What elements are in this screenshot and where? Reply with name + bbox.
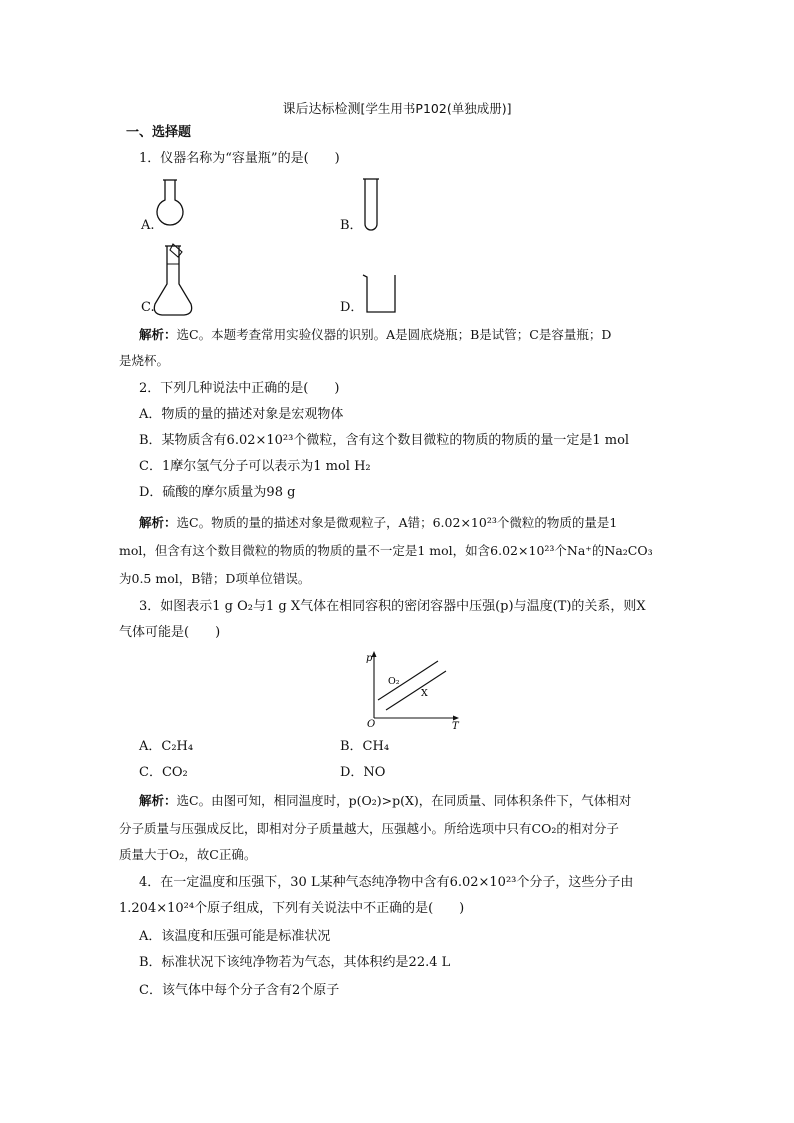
q3-stem-line-1: 3．如图表示1 g O₂与1 g X气体在相同容积的密闭容器中压强(p)与温度(T)的关系，则X: [139, 599, 646, 614]
q4-option-b: B．标准状况下该纯净物若为气态，其体积约是22.4 L: [139, 955, 451, 970]
q4-stem-line-2: 1.204×10²⁴个原子组成，下列有关说法中不正确的是( ): [119, 901, 465, 916]
q2-analysis-line-1: [119, 514, 617, 532]
section-heading: 一、选择题: [126, 125, 192, 140]
q1-analysis-text-1: 选C。本题考查常用实验仪器的识别。A是圆底烧瓶；B是试管；C是容量瓶；D: [176, 327, 612, 342]
q2-analysis-line-2: mol，但含有这个数目微粒的物质的物质的量不一定是1 mol，如含6.02×10²³个Na⁺的Na₂CO₃: [119, 543, 653, 558]
q4-option-a: A．该温度和压强可能是标准状况: [139, 929, 331, 944]
graph-x-axis-label: T: [452, 721, 459, 730]
q3-stem-line-2: 气体可能是( ): [119, 625, 221, 640]
q1-option-a: A.: [141, 218, 155, 233]
graph-curve-x-label: X: [421, 688, 428, 699]
q4-option-c: C．该气体中每个分子含有2个原子: [139, 983, 340, 998]
q2-option-d: D．硫酸的摩尔质量为98 g: [139, 485, 296, 500]
q3-analysis-line-1: [119, 792, 631, 810]
q1-option-c: C.: [141, 300, 155, 315]
q1-analysis-line-2: 是烧杯。: [119, 353, 170, 368]
q2-option-c: C．1摩尔氢气分子可以表示为1 mol H₂: [139, 459, 371, 474]
q1-analysis-line-1: [119, 326, 611, 344]
q2-analysis-line-3: 为0.5 mol，B错；D项单位错误。: [119, 571, 311, 586]
q3-option-c: C．CO₂: [139, 765, 188, 780]
q3-analysis-label: 解析：: [139, 793, 177, 808]
q3-analysis-line-3: 质量大于O₂，故C正确。: [119, 847, 257, 862]
q3-option-a: A．C₂H₄: [139, 739, 194, 754]
pressure-temperature-graph: [360, 648, 466, 730]
q3-analysis-text-1: 选C。由图可知，相同温度时，p(O₂)>p(X)，在同质量、同体积条件下，气体相对: [176, 793, 632, 808]
q3-option-d: D．NO: [340, 765, 386, 780]
round-bottom-flask-icon: [150, 178, 190, 234]
q1-analysis-label: 解析：: [139, 327, 177, 342]
q2-analysis-text-1: 选C。物质的量的描述对象是微观粒子，A错；6.02×10²³个微粒的物质的量是1: [176, 515, 618, 530]
volumetric-flask-icon: [150, 240, 196, 318]
page-title: [0, 98, 794, 117]
title-main: 课后达标检测: [282, 102, 361, 117]
title-note: [学生用书P102(单独成册)]: [360, 101, 512, 116]
graph-curve-o2-label: O₂: [388, 676, 400, 687]
q4-stem-line-1: 4．在一定温度和压强下，30 L某种气态纯净物中含有6.02×10²³个分子，这些分子由: [139, 875, 634, 890]
q3-analysis-line-2: 分子质量与压强成反比，即相对分子质量越大，压强越小。所给选项中只有CO₂的相对分子: [119, 821, 619, 836]
q3-option-b: B．CH₄: [340, 739, 390, 754]
q2-analysis-label: 解析：: [139, 515, 177, 530]
q2-stem: 2．下列几种说法中正确的是( ): [139, 381, 340, 396]
test-tube-icon: [362, 176, 380, 234]
graph-y-axis-label: p: [366, 653, 373, 664]
graph-origin-label: O: [367, 719, 376, 730]
q2-option-a: A．物质的量的描述对象是宏观物体: [139, 407, 344, 422]
q1-option-d: D．: [340, 300, 364, 315]
q1-option-b: B．: [340, 218, 363, 233]
q1-stem: 1．仪器名称为“容量瓶”的是( ): [139, 151, 340, 166]
q2-option-b: B．某物质含有6.02×10²³个微粒，含有这个数目微粒的物质的物质的量一定是1 mol: [139, 433, 630, 448]
beaker-icon: [362, 272, 400, 316]
